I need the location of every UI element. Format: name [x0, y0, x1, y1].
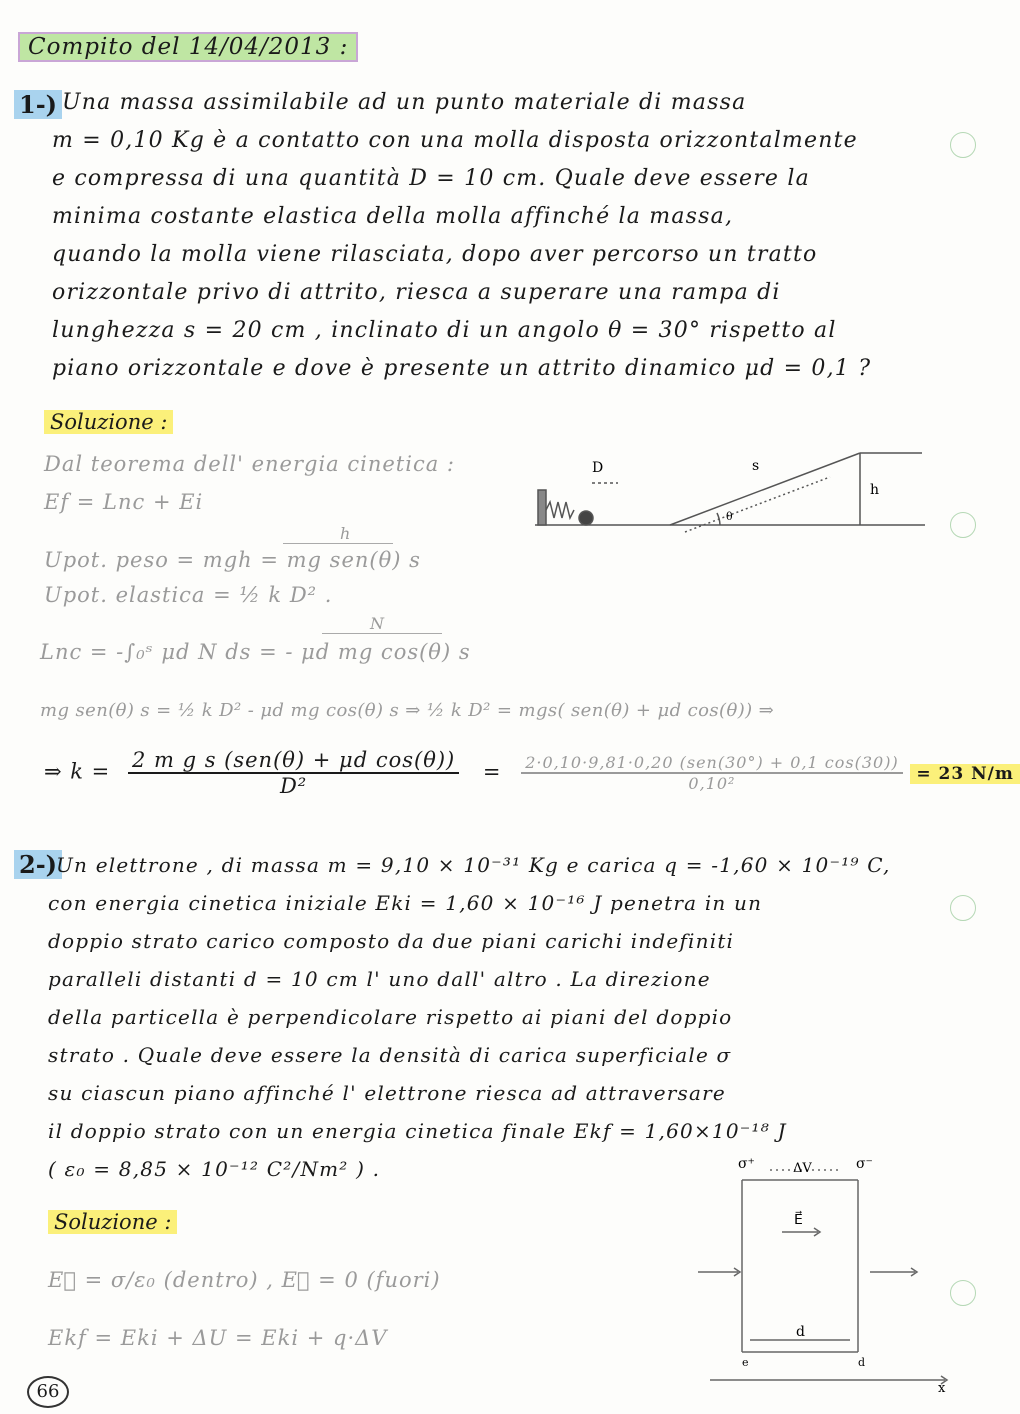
problem-2-line: paralleli distanti d = 10 cm l' uno dall' altro . La direzione	[48, 967, 711, 991]
page-number: 66	[27, 1376, 69, 1408]
binder-hole-mark	[950, 895, 976, 921]
label-s: s	[752, 458, 760, 474]
problem-1-line: quando la molla viene rilasciata, dopo aver percorso un tratto	[52, 242, 818, 267]
problem-1-line: lunghezza s = 20 cm , inclinato di un angolo θ = 30° rispetto al	[52, 318, 837, 343]
spring	[546, 502, 574, 518]
problem-2-line: su ciascun piano affinché l' elettrone riesca ad attraversare	[48, 1081, 726, 1105]
mass	[579, 511, 593, 525]
solution-1-label	[44, 410, 173, 434]
problem-2-line: della particella è perpendicolare rispetto ai piani del doppio	[48, 1005, 733, 1029]
problem-2-line: ( ε₀ = 8,85 × 10⁻¹² C²/Nm² ) .	[48, 1157, 381, 1181]
label-field: E⃗	[794, 1212, 803, 1228]
angle-arc	[717, 513, 720, 525]
result-value: = 23 N/m	[910, 764, 1019, 784]
problem-1-line: minima costante elastica della molla affinché la massa,	[52, 204, 734, 229]
final-prefix: ⇒ k =	[44, 759, 111, 784]
label-theta: θ	[726, 510, 733, 523]
solution-2-line: Ekf = Eki + ΔU = Eki + q·ΔV	[48, 1326, 388, 1350]
label-d: d	[796, 1324, 805, 1340]
solution-1-label-text: Soluzione :	[44, 410, 173, 434]
binder-hole-mark	[950, 512, 976, 538]
problem-1-number-label: 1-)	[14, 90, 62, 119]
solution-2-label-text: Soluzione :	[48, 1210, 177, 1234]
problem-2-line: Un elettrone , di massa m = 9,10 × 10⁻³¹ Kg e carica q = -1,60 × 10⁻¹⁹ C,	[56, 853, 891, 877]
problem-1-line: orizzontale privo di attrito, riesca a superare una rampa di	[52, 280, 781, 305]
binder-hole-mark	[950, 132, 976, 158]
k-denominator: D²	[279, 774, 308, 798]
solution-1-line: Upot. elastica = ½ k D² .	[44, 583, 333, 607]
numeric-fraction	[521, 753, 902, 793]
problem-1-line: e compressa di una quantità D = 10 cm. Quale deve essere la	[52, 166, 810, 191]
solution-1-line: mg sen(θ) s = ½ k D² - μd mg cos(θ) s ⇒ ½ k D² = mgs( sen(θ) + μd cos(θ)) ⇒	[40, 700, 775, 721]
problem-1-text	[52, 84, 952, 388]
solution-1-line: Ef = Lnc + Ei	[44, 490, 204, 514]
label-bottom-right: d	[858, 1356, 866, 1369]
title-highlight: Compito del 14/04/2013 :	[18, 32, 358, 62]
problem-2-number-label: 2-)	[14, 850, 62, 879]
page-title	[18, 34, 358, 60]
problem-2-line: doppio strato carico composto da due piani carichi indefiniti	[48, 929, 735, 953]
numeric-denominator: 0,10²	[688, 774, 736, 793]
s-dimension	[685, 477, 830, 532]
label-bottom-left: e	[742, 1356, 749, 1369]
problem-2-line: il doppio strato con un energia cinetica finale Ekf = 1,60×10⁻¹⁸ J	[48, 1119, 787, 1143]
problem-2-line: strato . Quale deve essere la densità di carica superficiale σ	[48, 1043, 732, 1067]
label-d: D	[592, 460, 604, 476]
label-delta-v: ΔV	[793, 1161, 812, 1176]
k-fraction	[128, 748, 459, 798]
problem-1-line: m = 0,10 Kg è a contatto con una molla disposta orizzontalmente	[52, 128, 858, 153]
solution-1-line: Dal teorema dell' energia cinetica :	[44, 452, 455, 476]
problem-1-line: Una massa assimilabile ad un punto materiale di massa	[62, 90, 747, 115]
wall	[538, 490, 546, 525]
label-h: h	[870, 482, 880, 498]
brace-h	[283, 543, 393, 544]
problem-1-line: piano orizzontale e dove è presente un attrito dinamico μd = 0,1 ?	[52, 356, 872, 381]
solution-2-label	[48, 1210, 177, 1234]
label-x: x	[938, 1381, 946, 1396]
brace-label-h: h	[340, 524, 352, 543]
problem-2-text	[48, 846, 978, 1188]
final-formula: ⇒ k = $\frac{\text{2 m g s (sen(θ) + μd cos(θ))}}{\text{D²}}$ = $\frac{\text{2·0,10·9,81·0,20 (sen(30°) + 0,1 cos(30))}}{\text{0,10²}}$ = 23 N/m	[44, 748, 1020, 798]
solution-1-line: Upot. peso = mgh = mg sen(θ) s	[44, 548, 421, 572]
ramp	[670, 453, 860, 525]
double-layer-diagram	[690, 1152, 965, 1402]
label-sigma-plus: σ⁺	[738, 1156, 755, 1172]
numeric-numerator: 2·0,10·9,81·0,20 (sen(30°) + 0,1 cos(30))	[521, 753, 902, 774]
problem-2-line: con energia cinetica iniziale Eki = 1,60 × 10⁻¹⁶ J penetra in un	[48, 891, 763, 915]
k-numerator: 2 m g s (sen(θ) + μd cos(θ))	[128, 748, 459, 774]
brace-label-n: N	[370, 614, 385, 633]
brace-n	[322, 633, 442, 634]
problem-1-number	[14, 90, 62, 119]
solution-2-line: E⃗ = σ/ε₀ (dentro) , E⃗ = 0 (fuori)	[48, 1268, 441, 1292]
solution-1-line: Lnc = -∫₀ˢ μd N ds = - μd mg cos(θ) s	[40, 640, 471, 664]
label-sigma-minus: σ⁻	[856, 1156, 873, 1172]
ramp-diagram	[530, 450, 930, 540]
binder-hole-mark	[950, 1280, 976, 1306]
